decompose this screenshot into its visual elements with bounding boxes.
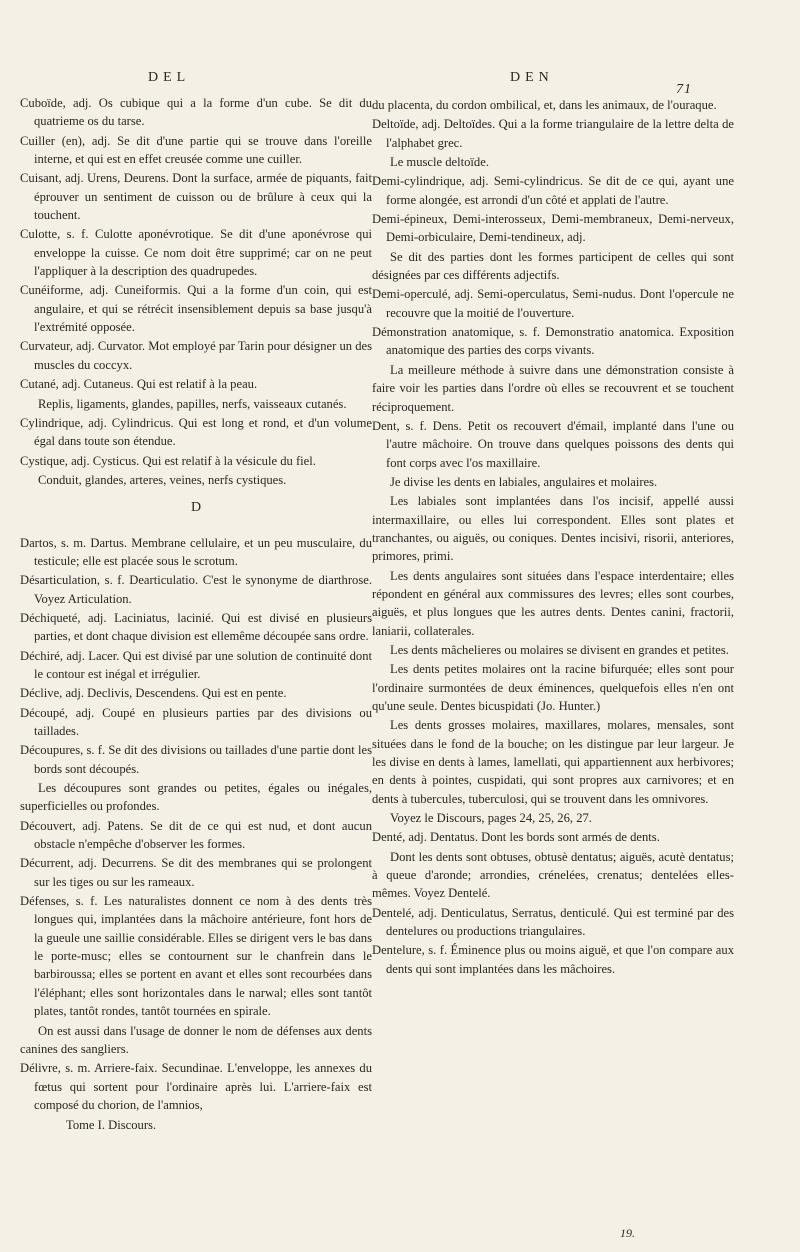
running-head-right: DEN [510,70,554,85]
entry-decouvert: Découvert, adj. Patens. Se dit de ce qui est nud, et dont aucun obstacle n'empêche d'observer les formes. [20,818,372,852]
running-head-left: DEL [148,70,191,85]
dent-para-5: Les dents petites molaires ont la racine bifurquée; elles sont pour l'ordinaire surmontées de deux éminences, quelquefois elles n'en ont qu'une seule. Dentes bicuspidati (Jo. Hunter.) [372,662,734,713]
defenses-note: On est aussi dans l'usage de donner le nom de défenses aux dents canines des sangliers. [20,1023,372,1056]
dent-para-1: Je divise les dents en labiales, angulaires et molaires. [390,474,658,489]
entry-demi-cylindrique: Demi-cylindrique, adj. Semi-cylindricus. Se dit de ce qui, ayant une forme alongée, est arrondi d'un côté et applati de l'autre. [372,174,734,207]
demi-list-note: Se dit des parties dont les formes participent de celles qui sont désignées par ces différents adjectifs. [372,249,734,283]
entry-decurrent: Décurrent, adj. Decurrens. Se dit des membranes qui se prolongent sur les tiges ou sur les rameaux. [20,856,372,889]
left-column [20,94,372,1135]
demonstration-note: La meilleure méthode à suivre dans une démonstration consiste à faire voir les parties dans l'ordre où elles se recouvrent et se touchent réciproquement. [372,362,734,414]
page-number: 71 [676,82,692,97]
signature-mark: 19. [620,1226,635,1240]
entry-cuboide: Cuboïde, adj. Os cubique qui a la forme d'un cube. Se dit du quatrieme os du tarse. [20,96,372,129]
cutane-note: Replis, ligaments, glandes, papilles, nerfs, vaisseaux cutanés. [38,396,347,411]
entry-dechire: Déchiré, adj. Lacer. Qui est divisé par une solution de continuité dont le contour est inégal et irrégulier. [20,648,372,681]
entry-deltoide: Deltoïde, adj. Deltoïdes. Qui a la forme triangulaire de la lettre delta de l'alphabet grec. [372,117,734,150]
entry-culotte: Culotte, s. f. Culotte aponévrotique. Se dit d'une aponévrose qui enveloppe la cuisse. Ce nom doit être supprimé; car on ne peut l'appliquer à la description des quadrupedes. [20,227,372,279]
deltoide-note: Le muscle deltoïde. [390,155,489,170]
decoupures-note: Les découpures sont grandes ou petites, égales ou inégales, superficielles ou profondes. [20,781,372,814]
dent-para-3: Les dents angulaires sont situées dans l'espace interdentaire; elles répondent en général aux commissures des levres; elles sont courbes, aiguës, et plus longues que les autres dents. Dentes canini, fractorii, laniarii, collaterales. [372,568,734,638]
entry-demi-opercule: Demi-operculé, adj. Semi-operculatus, Semi-nudus. Dont l'opercule ne recouvre que la moitié de l'ouverture. [372,287,734,320]
entry-defenses: Défenses, s. f. Les naturalistes donnent ce nom à des dents très longues qui, implantées dans la mâchoire antérieure, font hors de la gueule une saillie considérable. Elles se dirigent vers le bas dans le porte-musc; elles se contournent sur le chanfrein dans le barbiroussa; elles se portent en avant et elles sont recourbées dans l'éléphant; elles sont horizontales dans le narwal; elles sont tantôt plates, tantôt rondes, tantôt tournées en spirale. [20,894,372,1019]
entry-demi-list: Demi-épineux, Demi-interosseux, Demi-membraneux, Demi-nerveux, Demi-orbiculaire, Demi-tendineux, adj. [372,212,734,245]
entry-cuisant: Cuisant, adj. Urens, Deurens. Dont la surface, armée de piquants, fait éprouver un sentiment de cuisson ou de brûlure à ceux qui la touchent. [20,171,372,223]
dent-para-6: Les dents grosses molaires, maxillares, molares, mensales, sont situées dans le fond de la bouche; on les distingue par leur largeur. Je les divise en dents à lames, lamellati, qui appartiennent aux herbivores; en dents à pointes, cuspidati, qui sont propres aux carnivores; et en dents à tubercules, tuberculosi, qui se trouvent dans les omnivores. [372,718,734,806]
dent-para-7: Voyez le Discours, pages 24, 25, 26, 27. [390,811,592,826]
entry-decoupe: Découpé, adj. Coupé en plusieurs parties par des divisions ou taillades. [20,705,372,738]
entry-curvateur: Curvateur, adj. Curvator. Mot employé par Tarin pour désigner un des muscles du coccyx. [20,339,372,372]
entry-delivre: Délivre, s. m. Arriere-faix. Secundinae. L'enveloppe, les annexes du fœtus qui sortent pour l'ordinaire après lui. L'arriere-faix est composé du chorion, de l'amnios, [20,1061,372,1112]
dent-para-4: Les dents mâchelieres ou molaires se divisent en grandes et petites. [390,642,729,657]
entry-dechiquete: Déchiqueté, adj. Laciniatus, lacinié. Qui est divisé en plusieurs parties, et dont chaque division est ellemême découpée sans ordre. [20,610,372,644]
right-column [372,96,734,979]
entry-cylindrique: Cylindrique, adj. Cylindricus. Qui est long et rond, et d'un volume égal dans toute son étendue. [20,415,372,449]
entry-cuiller: Cuiller (en), adj. Se dit d'une partie qui se trouve dans l'oreille interne, et qui est en effet creusée comme une cuiller. [20,133,372,167]
entry-declive: Déclive, adj. Declivis, Descendens. Qui est en pente. [20,686,287,701]
entry-dartos: Dartos, s. m. Dartus. Membrane cellulaire, et un peu musculaire, du testicule; elle est placée sous le scrotum. [20,535,372,568]
entry-dent: Dent, s. f. Dens. Petit os recouvert d'émail, implanté dans l'une ou l'autre mâchoire. On trouve dans quelques poissons des dents qui font corps avec l'os maxillaire. [372,418,734,470]
entry-dentele: Dentelé, adj. Denticulatus, Serratus, denticulé. Qui est terminé par des dentelures ou productions triangulaires. [372,905,734,939]
dent-para-2: Les labiales sont implantées dans l'os incisif, appellé aussi intermaxillaire, ou elles lui correspondent. Elles sont plates et tranchantes, ou aiguës, ou coniques. Dentes incisivi, risorii, anteriores, primores, primi. [372,494,734,564]
entry-dentelure: Dentelure, s. f. Éminence plus ou moins aiguë, et que l'on compare aux dents qui sont implantées dans les mâchoires. [372,943,734,976]
section-letter: D [190,500,202,516]
entry-demonstration: Démonstration anatomique, s. f. Demonstratio anatomica. Exposition anatomique des parties des corps vivants. [372,325,734,358]
entry-dente: Denté, adj. Dentatus. Dont les bords sont armés de dents. [372,830,660,845]
entry-cuneiforme: Cunéiforme, adj. Cuneiformis. Qui a la forme d'un coin, qui est angulaire, et qui se rétrécit insensiblement depuis sa base jusqu'à l'extrémité opposée. [20,283,372,335]
footer-volume: Tome I. Discours. [66,1118,157,1133]
entry-decoupures: Découpures, s. f. Se dit des divisions ou taillades d'une partie dont les bords sont découpés. [20,743,372,776]
continuation-text: du placenta, du cordon ombilical, et, dans les animaux, de l'ouraque. [372,98,717,112]
cystique-note: Conduit, glandes, arteres, veines, nerfs cystiques. [38,472,287,487]
dente-note: Dont les dents sont obtuses, obtusè dentatus; aiguës, acutè dentatus; à queue d'aronde; arrondies, crénelées, crenatus; dentelées elles-mêmes. Voyez Dentelé. [372,849,734,901]
entry-cutane: Cutané, adj. Cutaneus. Qui est relatif à la peau. [20,377,258,392]
entry-cystique: Cystique, adj. Cysticus. Qui est relatif à la vésicule du fiel. [20,453,316,468]
entry-desarticulation: Désarticulation, s. f. Dearticulatio. C'est le synonyme de diarthrose. Voyez Articulation. [20,573,372,606]
